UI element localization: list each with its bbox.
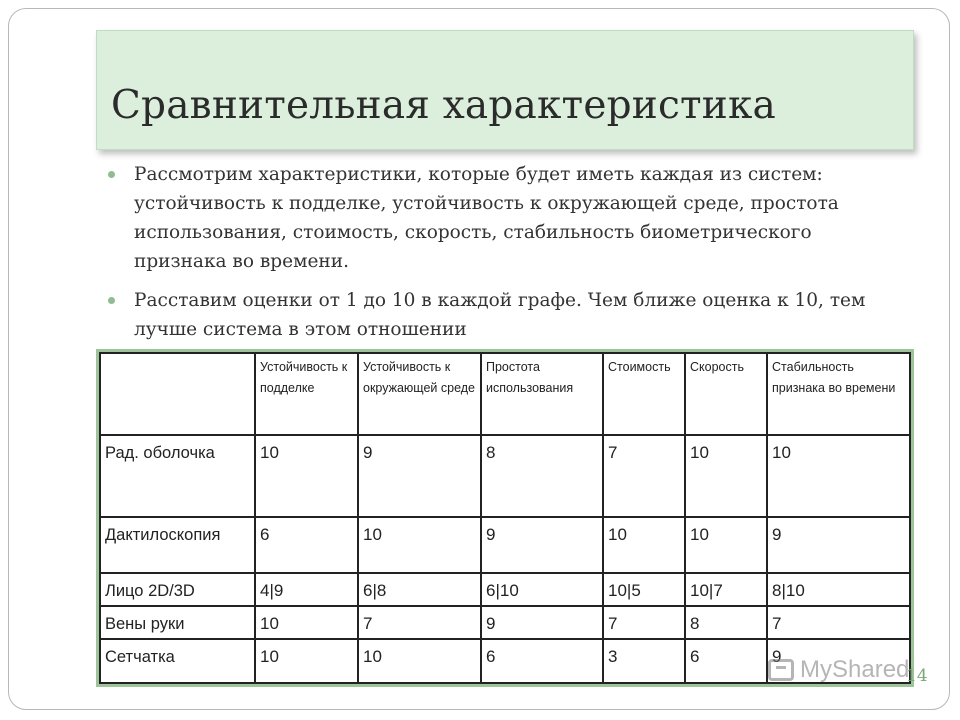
header-cell: Устойчивость к подделке <box>255 353 358 435</box>
table-cell: 10 <box>255 606 358 639</box>
bullet-text: Расставим оценки от 1 до 10 в каждой графе. Чем ближе оценка к 10, тем лучше система в этом отношении <box>134 290 866 340</box>
table-cell: 10 <box>685 435 767 517</box>
page-number: 14 <box>906 666 928 686</box>
table-cell: 7 <box>767 606 910 639</box>
table-row <box>100 606 910 639</box>
table-cell: 9 <box>358 435 481 517</box>
row-label: Вены руки <box>100 606 255 639</box>
bullet-dot-icon <box>108 297 115 304</box>
header-cell: Стабильность признака во времени <box>767 353 910 435</box>
comparison-table <box>99 352 911 684</box>
table-cell: 9 <box>481 517 603 573</box>
watermark-logo-icon <box>768 659 794 681</box>
table-cell: 9 <box>767 639 910 683</box>
table-cell: 10 <box>358 517 481 573</box>
header-cell <box>100 353 255 435</box>
bullet-list <box>106 160 896 354</box>
table-row <box>100 573 910 606</box>
table-cell: 10 <box>255 435 358 517</box>
comparison-table-frame <box>96 349 914 687</box>
table-cell: 8 <box>481 435 603 517</box>
table-cell: 4|9 <box>255 573 358 606</box>
bullet-dot-icon <box>108 171 115 178</box>
table-cell: 8 <box>685 606 767 639</box>
table-cell: 10 <box>767 435 910 517</box>
table-cell: 3 <box>603 639 685 683</box>
table-cell: 6 <box>481 639 603 683</box>
title-bar <box>96 30 914 150</box>
row-label: Лицо 2D/3D <box>100 573 255 606</box>
table-cell: 7 <box>358 606 481 639</box>
table-cell: 7 <box>603 435 685 517</box>
header-cell: Простота использования <box>481 353 603 435</box>
table-cell: 10|5 <box>603 573 685 606</box>
row-label: Дактилоскопия <box>100 517 255 573</box>
table-row <box>100 517 910 573</box>
watermark-text: MyShared <box>800 656 910 683</box>
table-cell: 10 <box>603 517 685 573</box>
bullet-item <box>106 286 896 344</box>
table-cell: 6 <box>255 517 358 573</box>
bullet-item <box>106 160 896 276</box>
header-cell: Скорость <box>685 353 767 435</box>
bullet-text: Рассмотрим характеристики, которые будет иметь каждая из систем: устойчивость к подделке, устойчивость к окружающей среде, простота использования, стоимость, скорость, стабильность биометрического признака во времени. <box>134 164 839 272</box>
table-header-row <box>100 353 910 435</box>
table-cell: 10 <box>255 639 358 683</box>
table-cell: 6|8 <box>358 573 481 606</box>
table-cell: 8|10 <box>767 573 910 606</box>
table-cell: 9 <box>767 517 910 573</box>
table-row <box>100 435 910 517</box>
table-cell: 10 <box>685 517 767 573</box>
row-label: Сетчатка <box>100 639 255 683</box>
header-cell: Стоимость <box>603 353 685 435</box>
table-cell: 10|7 <box>685 573 767 606</box>
slide-title: Сравнительная характеристика <box>111 83 777 128</box>
table-cell: 7 <box>603 606 685 639</box>
table-cell: 6|10 <box>481 573 603 606</box>
row-label: Рад. оболочка <box>100 435 255 517</box>
watermark <box>768 656 909 684</box>
table-cell: 10 <box>358 639 481 683</box>
table-cell: 9 <box>481 606 603 639</box>
table-cell: 6 <box>685 639 767 683</box>
header-cell: Устойчивость к окружающей среде <box>358 353 481 435</box>
